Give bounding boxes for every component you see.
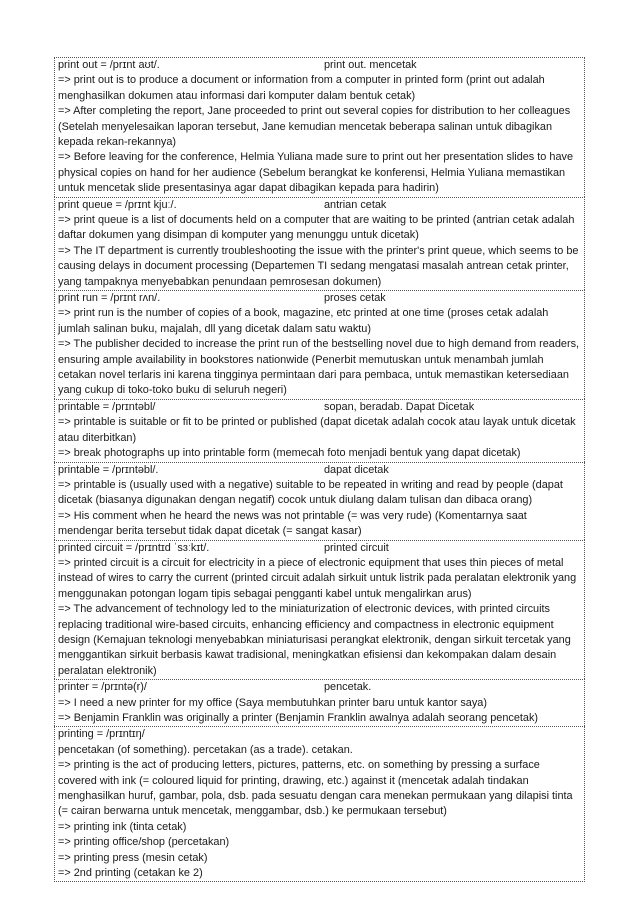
- entry-line: => print queue is a list of documents held on a computer that are waiting to be printed (antrian cetak adalah daftar dokumen yang disimpan di komputer yang menunggu untuk dicetak): [58, 214, 575, 242]
- entry-line: => After completing the report, Jane proceeded to print out several copies for distribution to her colleagues (Setelah menyelesaikan laporan tersebut, Jane kemudian mencetak beberapa salinan untuk dibagikan kepada rekan-rekannya): [58, 105, 571, 149]
- entry-line: => The publisher decided to increase the print run of the bestselling novel due to high demand from readers, ensuring ample availability in bookstores nationwide (Penerbit memutuskan untuk menambah jumlah cetakan novel terlaris ini karena tingginya permintaan dari para pembaca, untuk memastikan ketersediaan yang cukup di toko-toko buku di seluruh negeri): [58, 338, 580, 397]
- entry-header: [58, 541, 581, 556]
- entry-line: => break photographs up into printable form (memecah foto menjadi bentuk yang dapat dicetak): [58, 447, 521, 460]
- entry-term: print out = /prɪnt aʊt/.: [58, 59, 160, 71]
- entry-meaning: antrian cetak: [324, 198, 387, 211]
- entry-line: => printing is the act of producing letters, pictures, patterns, etc. on something by pressing a surface covered with ink (= coloured liquid for printing, drawing, etc.) against it (mencetak adalah tindakan menghasilkan huruf, gambar, pola, dsb. pada sesuatu dengan cara menekan permukaan yang dilapisi tinta (= cairan berwarna untuk mencetak, menggambar, dsb.) ke permukaan tersebut): [58, 759, 573, 818]
- entry-header: [58, 727, 581, 758]
- entry-term: printable = /prɪntəbl/.: [58, 463, 159, 476]
- dictionary-entries: [54, 57, 585, 882]
- dictionary-entry: [54, 399, 585, 462]
- entry-header: [58, 291, 581, 306]
- dictionary-entry: [54, 540, 585, 680]
- entry-line: => printing ink (tinta cetak): [58, 820, 187, 833]
- entry-header: [58, 198, 581, 213]
- dictionary-entry: [54, 462, 585, 540]
- entry-meaning: dapat dicetak: [324, 463, 389, 476]
- entry-line: => printing office/shop (percetakan): [58, 836, 230, 849]
- entry-term: printable = /prɪntəbl/: [58, 400, 156, 413]
- entry-line: => print run is the number of copies of a book, magazine, etc printed at one time (proses cetak adalah jumlah salinan buku, majalah, dll yang dicetak dalam satu waktu): [58, 307, 549, 335]
- entry-meaning: sopan, beradab. Dapat Dicetak: [324, 400, 475, 413]
- entry-header: [58, 400, 581, 415]
- dictionary-entry: [54, 726, 585, 882]
- entry-line: => printable is (usually used with a negative) suitable to be repeated in writing and read by people (dapat dicetak (biasanya digunakan dengan negatif) cocok untuk diulang dalam tulisan dan dibaca orang): [58, 478, 563, 507]
- entry-line: => His comment when he heard the news was not printable (= was very rude) (Komentarnya saat mendengar berita tersebut tidak dapat dicetak (= sangat kasar): [58, 509, 527, 538]
- entry-header: [58, 58, 581, 73]
- entry-meaning: pencetak.: [324, 681, 372, 694]
- entry-line: => The advancement of technology led to the miniaturization of electronic devices, with printed circuits replacing traditional wire-based circuits, enhancing efficiency and compactness in electronic equipment design (Kemajuan teknologi menyebabkan miniaturisasi perangkat elektronik, dengan sirkuit tercetak yang menggantikan sirkuit berbasis kawat tradisional, meningkatkan efisiensi dan kekompakan dalam desain peralatan elektronik): [58, 603, 571, 677]
- entry-meaning: printed circuit: [324, 541, 389, 554]
- entry-term: print run = /prɪnt rʌn/.: [58, 292, 161, 305]
- entry-line: => printed circuit is a circuit for electricity in a piece of electronic equipment that uses thin pieces of metal instead of wires to carry the current (printed circuit adalah sirkuit untuk listrik pada peralatan elektronik yang menggunakan potongan logam tipis sebagai pengganti kabel untuk mengalirkan arus): [58, 556, 577, 600]
- entry-meaning: pencetakan (of something). percetakan (as a trade). cetakan.: [58, 743, 353, 756]
- dictionary-entry: [54, 679, 585, 726]
- dictionary-entry: [54, 57, 585, 197]
- entry-term: printed circuit = /prɪntɪd ˈsɜːkɪt/.: [58, 541, 210, 554]
- entry-line: => printable is suitable or fit to be printed or published (dapat dicetak adalah cocok atau layak untuk dicetak atau diterbitkan): [58, 416, 576, 444]
- entry-line: => I need a new printer for my office (Saya membutuhkan printer baru untuk kantor saya): [58, 696, 487, 709]
- entry-line: => 2nd printing (cetakan ke 2): [58, 867, 203, 880]
- entry-header: [58, 680, 581, 695]
- dictionary-entry: [54, 197, 585, 290]
- dictionary-entry: [54, 290, 585, 399]
- entry-line: => printing press (mesin cetak): [58, 851, 208, 864]
- entry-line: => print out is to produce a document or information from a computer in printed form (print out adalah menghasilkan dokumen atau informasi dari komputer dalam bentuk cetak): [58, 74, 545, 102]
- entry-term: printing = /prɪntɪŋ/: [58, 728, 145, 741]
- entry-line: => Before leaving for the conference, Helmia Yuliana made sure to print out her presentation slides to have physical copies on hand for her audience (Sebelum berangkat ke konferensi, Helmia Yuliana memastikan untuk mencetak slide presentasinya agar dapat dibagikan kepada para hadirin): [58, 151, 573, 195]
- entry-term: print queue = /prɪnt kjuː/.: [58, 198, 177, 211]
- entry-meaning: proses cetak: [324, 292, 386, 305]
- entry-header: [58, 463, 581, 478]
- entry-line: => The IT department is currently troubleshooting the issue with the printer's print queue, which seems to be causing delays in document processing (Departemen TI sedang mengatasi masalah antrean cetak printer, yang tampaknya menyebabkan penundaan pemrosesan dokumen): [58, 244, 579, 288]
- entry-term: printer = /prɪntə(r)/: [58, 681, 147, 694]
- entry-line: => Benjamin Franklin was originally a printer (Benjamin Franklin awalnya adalah seorang pencetak): [58, 711, 539, 724]
- entry-meaning: print out. mencetak: [324, 59, 417, 71]
